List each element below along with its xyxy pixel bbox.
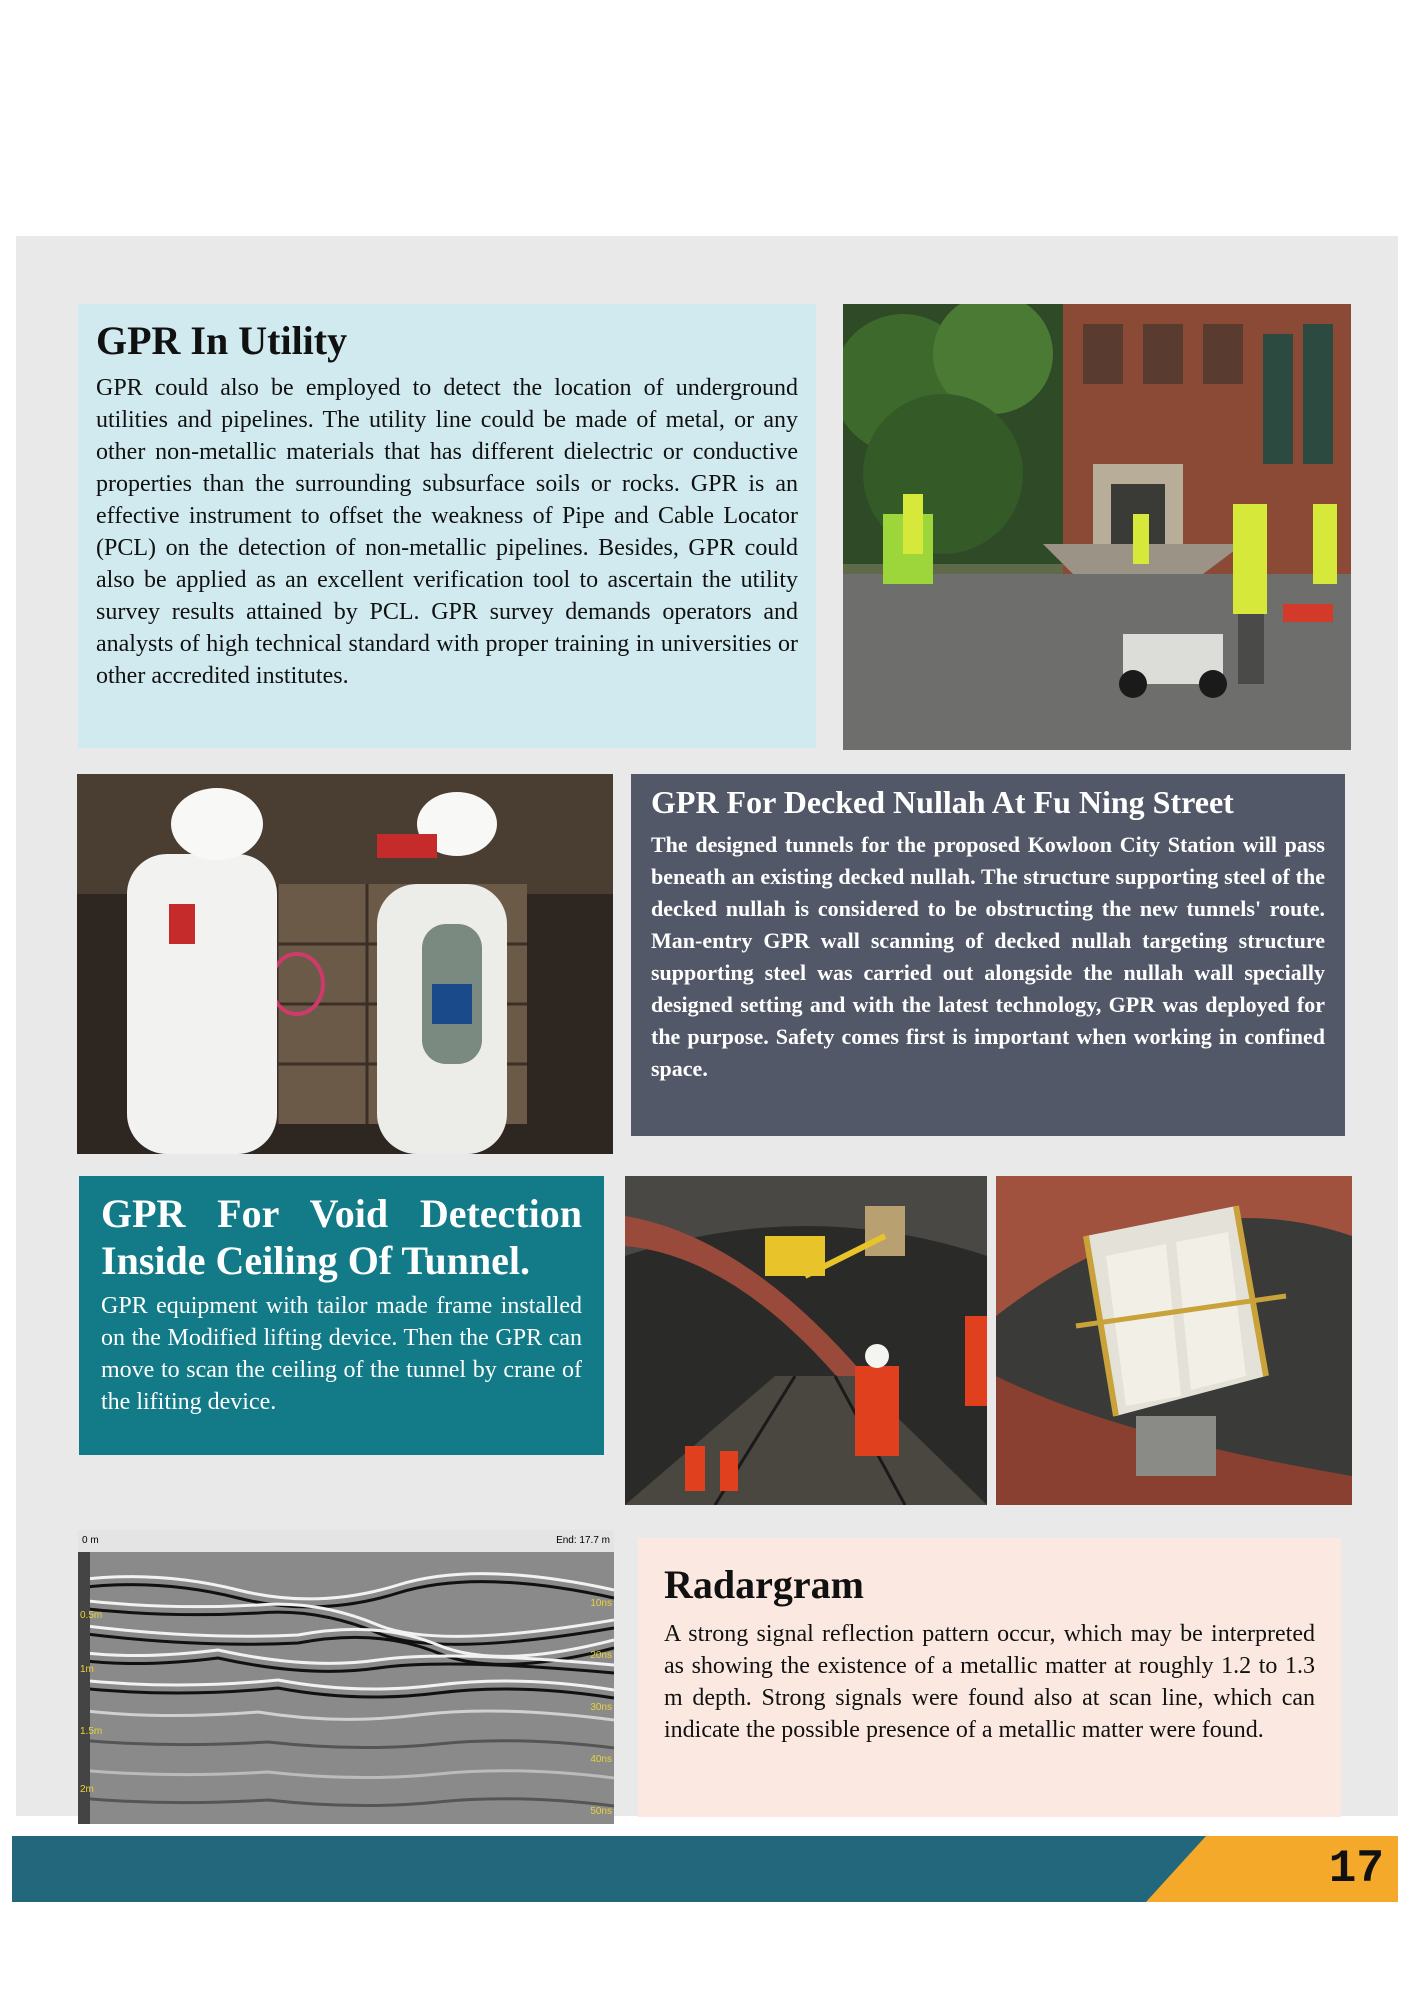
gpr-frame-ceiling-photo: [996, 1176, 1352, 1505]
radargram-body: A strong signal reflection pattern occur, which may be interpreted as showing the existence of a metallic matter at roughly 1.2 to 1.3 m depth. Strong signals were found also at scan line, which can indicate the possible presence of a metallic matter were found.: [664, 1621, 1315, 1743]
depth-label: 1m: [80, 1664, 94, 1675]
radargram-start-label: 0 m: [82, 1535, 99, 1546]
depth-label: 0.5m: [80, 1610, 103, 1621]
time-label: 50ns: [590, 1806, 612, 1817]
utility-title: GPR In Utility: [96, 318, 348, 363]
void-detection-section: [79, 1176, 604, 1455]
radargram-title: Radargram: [664, 1562, 864, 1607]
page-number: 17: [1328, 1843, 1384, 1895]
radargram-section: [638, 1538, 1341, 1817]
void-detection-body: GPR equipment with tailor made frame installed on the Modified lifting device. Then the GPR can move to scan the ceiling of the tunnel by crane of the lifiting device.: [101, 1293, 582, 1415]
time-label: 40ns: [590, 1754, 612, 1765]
time-label: 20ns: [590, 1650, 612, 1661]
decked-nullah-title: GPR For Decked Nullah At Fu Ning Street: [651, 784, 1234, 820]
time-label: 30ns: [590, 1702, 612, 1713]
radargram-end-label: End: 17.7 m: [556, 1535, 610, 1546]
depth-label: 2m: [80, 1784, 94, 1795]
depth-label: 1.5m: [80, 1726, 103, 1737]
utility-survey-photo: [843, 304, 1351, 750]
void-detection-title: GPR For Void Detection Inside Ceiling Of Tunnel.: [101, 1191, 582, 1283]
time-label: 10ns: [590, 1598, 612, 1609]
confined-space-photo: [77, 774, 613, 1154]
utility-section: [78, 304, 816, 748]
decked-nullah-section: [631, 774, 1345, 1136]
utility-body: GPR could also be employed to detect the location of underground utilities and pipelines. The utility line could be made of metal, or any other non-metallic materials that has different dielectric or conductive properties than the surrounding subsurface soils or rocks. GPR is an effective instrument to offset the weakness of Pipe and Cable Locator (PCL) on the detection of non-metallic pipelines. Besides, GPR could also be applied as an excellent verification tool to ascertain the utility survey results attained by PCL. GPR survey demands operators and analysts of high technical standard with proper training in universities or other accredited institutes.: [96, 375, 798, 689]
radargram-image: [78, 1530, 614, 1824]
decked-nullah-body: The designed tunnels for the proposed Kowloon City Station will pass beneath an existing decked nullah. The structure supporting steel of the decked nullah is considered to be obstructing the new tunnels' route. Man-entry GPR wall scanning of decked nullah targeting structure supporting steel was carried out alongside the nullah wall specially designed setting and with the latest technology, GPR was deployed for the purpose. Safety comes first is important when working in confined space.: [651, 831, 1325, 1081]
tunnel-lifting-device-photo: [625, 1176, 987, 1505]
